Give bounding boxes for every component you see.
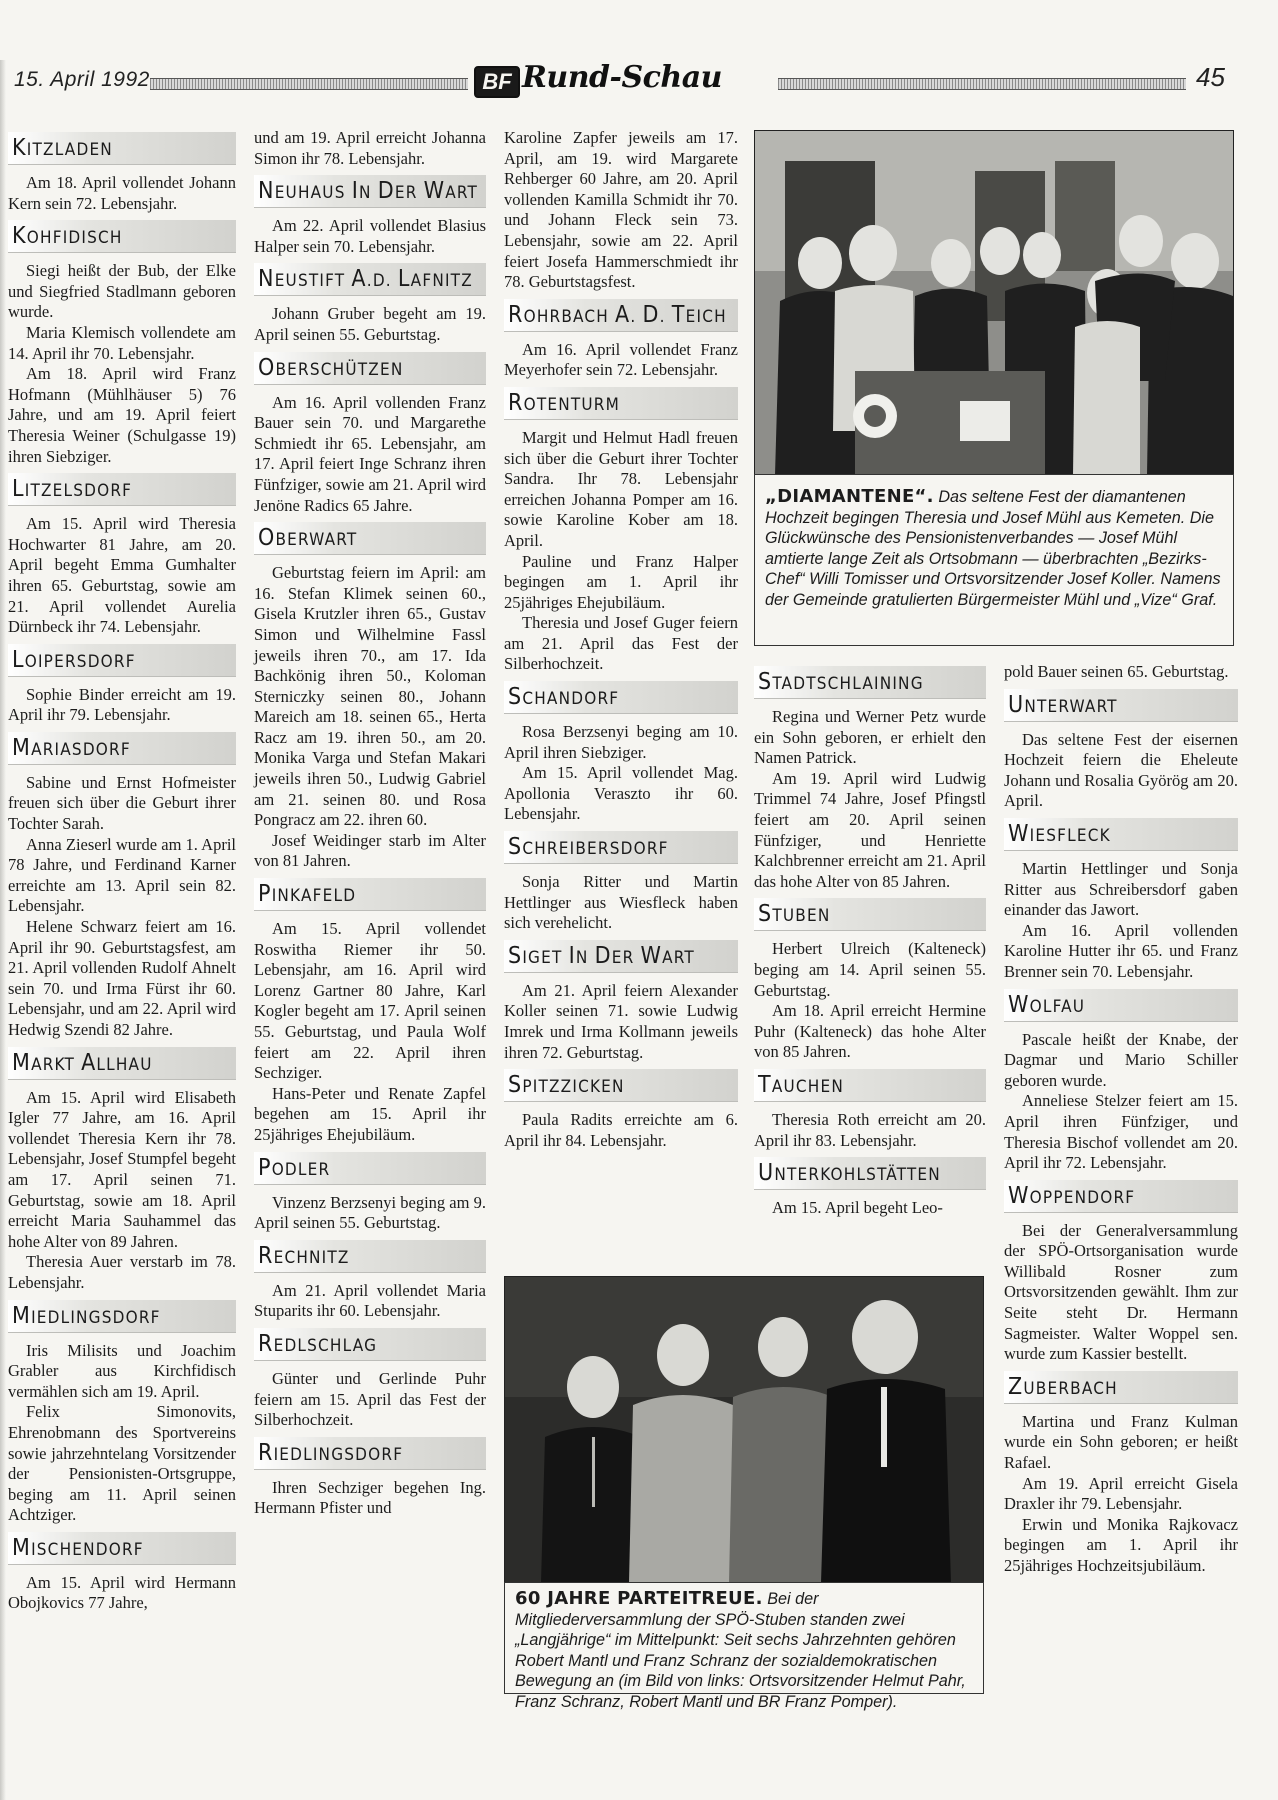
news-section: [254, 128, 486, 169]
masthead-title: Rund-Schau: [522, 60, 722, 95]
column-1: [8, 128, 236, 1620]
section-heading: MARIASDORF: [8, 732, 236, 765]
caption-diamond-wedding-body: Das seltene Fest der diamantenen Hochzeit begingen Theresia und Josef Mühl aus Kemeten. Die Glückwünsche des Pensionistenverbandes — Josef Mühl amtierte lange Zeit als Ortsobmann — überbrachten „Bezirks-Chef“ Willi Tomisser und Ortsvorsitzender Josef Koller. Namens der Gemeinde gratulierten Bürgermeister Mühl und „Vize“ Graf.: [765, 488, 1221, 609]
news-section: [8, 1047, 236, 1294]
header-rule-left: [150, 78, 468, 90]
news-section: [254, 1437, 486, 1519]
news-section: [1004, 662, 1238, 683]
section-paragraph: Günter und Gerlinde Puhr feiern am 15. April das Fest der Silberhochzeit.: [254, 1368, 486, 1430]
news-section: [254, 352, 486, 517]
caption-diamond-wedding-title: „DIAMANTENE“.: [765, 486, 934, 507]
section-paragraph: Am 18. April erreicht Hermine Puhr (Kalteneck) das hohe Alter von 85 Jahren.: [754, 1001, 986, 1062]
section-paragraph: Anneliese Stelzer feiert am 15. April ihren Fünfziger, und Theresia Bischof vollendet am 20. April ihr 72. Lebensjahr.: [1004, 1091, 1238, 1173]
section-paragraph: Margit und Helmut Hadl freuen sich über die Geburt ihrer Tochter Sandra. Ihr 78. Lebensjahr erreichen Johanna Pomper am 16. sowie Karoline Kober am 18. April.: [504, 427, 738, 550]
section-heading: SIGET IN DER WART: [504, 940, 738, 973]
caption-diamond-wedding-text: [755, 475, 1233, 614]
news-section: [254, 1152, 486, 1234]
news-section: [254, 175, 486, 257]
scan-edge-shadow: [0, 60, 6, 1800]
caption-party-loyalty-title: 60 JAHRE PARTEITREUE.: [515, 1588, 763, 1609]
news-section: [504, 128, 738, 293]
photo-diamond-wedding-image: [755, 131, 1233, 475]
news-section: [754, 1069, 986, 1151]
section-paragraph: Vinzenz Berzsenyi beging am 9. April seinen 55. Geburtstag.: [254, 1192, 486, 1233]
section-paragraph: Am 15. April wird Hermann Obojkovics 77 Jahre,: [8, 1572, 236, 1613]
section-heading: REDLSCHLAG: [254, 1328, 486, 1361]
section-paragraph: Erwin und Monika Rajkovacz begingen am 1. April ihr 25jähriges Hochzeitsjubiläum.: [1004, 1514, 1238, 1575]
column-4: [754, 662, 986, 1225]
section-heading: SCHREIBERSDORF: [504, 831, 738, 864]
section-heading: LITZELSDORF: [8, 473, 236, 506]
issue-date: 15. April 1992: [14, 68, 150, 91]
section-heading: NEUSTIFT A.D. LAFNITZ: [254, 263, 486, 296]
section-heading: TAUCHEN: [754, 1069, 986, 1102]
photo-party-loyalty: [504, 1276, 984, 1584]
section-paragraph: Am 18. April vollendet Johann Kern sein 72. Lebensjahr.: [8, 173, 236, 213]
news-section: [504, 299, 738, 381]
section-paragraph: Martin Hettlinger und Sonja Ritter aus Schreibersdorf gaben einander das Jawort.: [1004, 858, 1238, 920]
section-paragraph: Am 15. April begeht Leo-: [772, 1198, 943, 1218]
section-heading: OBERSCHÜTZEN: [254, 352, 486, 385]
section-heading: STUBEN: [754, 898, 986, 931]
column-3: [504, 128, 738, 1157]
section-paragraph: Am 16. April vollenden Karoline Hutter ihr 65. und Franz Brenner sein 70. Lebensjahr.: [1004, 920, 1238, 981]
section-paragraph: Pascale heißt der Knabe, der Dagmar und Mario Schiller geboren wurde.: [1004, 1029, 1238, 1090]
news-section: [504, 831, 738, 934]
section-paragraph: Sabine und Ernst Hofmeister freuen sich über die Geburt ihrer Tochter Sarah.: [8, 772, 236, 834]
news-section: [8, 644, 236, 726]
section-heading: MIEDLINGSDORF: [8, 1300, 236, 1333]
section-paragraph: Sonja Ritter und Martin Hettlinger aus Wiesfleck haben sich verehelicht.: [504, 872, 738, 933]
section-paragraph: Felix Simonovits, Ehrenobmann des Sportvereins sowie jahrzehntelang Vorsitzender der Pensionisten-Ortsgruppe, beging am 11. April seinen Achtziger.: [8, 1402, 236, 1525]
section-heading: SCHANDORF: [504, 681, 738, 714]
section-paragraph: Das seltene Fest der eisernen Hochzeit feiern die Eheleute Johann und Rosalia Györög am 20. April.: [1004, 729, 1238, 811]
section-paragraph: Sophie Binder erreicht am 19. April ihr 79. Lebensjahr.: [8, 684, 236, 725]
section-paragraph: Am 22. April vollendet Blasius Halper sein 70. Lebensjahr.: [254, 216, 486, 256]
section-heading: UNTERWART: [1004, 689, 1238, 722]
section-paragraph: Pauline und Franz Halper begingen am 1. April ihr 25jähriges Ehejubiläum.: [504, 551, 738, 612]
section-paragraph: Am 16. April vollenden Franz Bauer sein 70. und Margarethe Schmiedt ihr 65. Lebensjahr, am 17. April feiert Inge Schranz ihren Fünfziger, sowie am 21. April wird Jenöne Radics 65 Jahre.: [254, 392, 486, 515]
news-section: [8, 220, 236, 467]
header-rule-right: [778, 78, 1186, 90]
section-heading: KOHFIDISCH: [8, 220, 236, 253]
section-heading: RECHNITZ: [254, 1240, 486, 1273]
caption-diamond-wedding: [754, 474, 1234, 646]
section-paragraph: Am 18. April wird Franz Hofmann (Mühlhäuser 5) 76 Jahre, und am 19. April feiert Theresia Weiner (Schulgasse 19) ihren Siebziger.: [8, 364, 236, 466]
section-heading: UNTERKOHLSTÄTTEN: [754, 1157, 986, 1190]
section-heading: STADTSCHLAINING: [754, 666, 986, 699]
section-paragraph: Ihren Sechziger begehen Ing. Hermann Pfister und: [254, 1477, 486, 1518]
news-section: [1004, 1371, 1238, 1577]
news-section: [8, 732, 236, 1041]
section-heading: WOPPENDORF: [1004, 1180, 1238, 1213]
section-paragraph: Josef Weidinger starb im Alter von 81 Jahren.: [254, 830, 486, 871]
section-paragraph: Am 19. April erreicht Gisela Draxler ihr 79. Lebensjahr.: [1004, 1473, 1238, 1514]
section-heading: SPITZZICKEN: [504, 1069, 738, 1102]
news-section: [1004, 989, 1238, 1174]
section-paragraph: Siegi heißt der Bub, der Elke und Siegfried Stadlmann geboren wurde.: [8, 261, 236, 322]
section-paragraph: Anna Zieserl wurde am 1. April 78 Jahre, und Ferdinand Karner erreichte am 13. April sein 82. Lebensjahr.: [8, 834, 236, 916]
news-section: [754, 898, 986, 1063]
section-paragraph: Am 21. April feiern Alexander Koller seinen 71. sowie Ludwig Imrek und Irma Kollmann jeweils ihren 72. Geburtstag.: [504, 980, 738, 1062]
page-header: [0, 60, 1240, 104]
news-section: [1004, 818, 1238, 983]
page-number: 45: [1196, 62, 1225, 92]
news-section: [504, 1069, 738, 1151]
section-paragraph: Karoline Zapfer jeweils am 17. April, am 19. wird Margarete Rehberger 60 Jahre, am 20. April vollenden Kamilla Schmidt ihr 70. und Johann Fleck sein 73. Lebensjahr, sowie am 22. April feiert Josefa Hammerschmiedt ihr 78. Geburtstagsfest.: [504, 128, 738, 292]
section-paragraph: Theresia Roth erreicht am 20. April ihr 83. Lebensjahr.: [754, 1109, 986, 1150]
section-paragraph: Rosa Berzsenyi beging am 10. April ihren Siebziger.: [504, 722, 738, 762]
section-heading: NEUHAUS IN DER WART: [254, 175, 486, 208]
section-heading: OBERWART: [254, 522, 486, 555]
section-heading: WIESFLECK: [1004, 818, 1238, 851]
column-2: [254, 128, 486, 1525]
caption-party-loyalty: [504, 1582, 984, 1711]
news-section: [504, 681, 738, 825]
section-paragraph: pold Bauer seinen 65. Geburtstag.: [1004, 662, 1229, 681]
section-paragraph: Martina und Franz Kulman wurde ein Sohn geboren; er heißt Rafael.: [1004, 1411, 1238, 1473]
news-section: [8, 1300, 236, 1526]
news-section: [254, 1240, 486, 1322]
news-section: [754, 1157, 986, 1219]
section-heading: ROHRBACH A. D. TEICH: [504, 299, 738, 332]
section-heading: RIEDLINGSDORF: [254, 1437, 486, 1470]
section-heading: ROTENTURM: [504, 387, 738, 420]
section-paragraph: Maria Klemisch vollendete am 14. April ihr 70. Lebensjahr.: [8, 322, 236, 363]
news-section: [1004, 689, 1238, 812]
section-paragraph: Am 16. April vollendet Franz Meyerhofer sein 72. Lebensjahr.: [504, 339, 738, 380]
section-paragraph: Johann Gruber begeht am 19. April seinen 55. Geburtstag.: [254, 304, 486, 344]
news-section: [254, 1328, 486, 1431]
caption-party-loyalty-body: Bei der Mitgliederversammlung der SPÖ-Stuben standen zwei „Langjährige“ im Mittelpunkt: Seit sechs Jahrzehnten gehören Robert Mantl und Franz Schranz der sozialdemokratischen Bewegung an (im Bild von links: Ortsvorsitzender Helmut Pahr, Franz Schranz, Robert Mantl und BR Franz Pomper).: [515, 1590, 966, 1711]
column-5: [1004, 662, 1238, 1583]
section-paragraph: Am 15. April vollendet Roswitha Riemer ihr 50. Lebensjahr, am 16. April wird Lorenz Gartner 80 Jahre, Karl Kogler begeht am 17. April seinen 55. Geburtstag, und Paula Wolf feiert am 22. April ihren Sechziger.: [254, 919, 486, 1083]
section-heading: LOIPERSDORF: [8, 644, 236, 677]
news-section: [504, 940, 738, 1063]
section-heading: WOLFAU: [1004, 989, 1238, 1022]
news-section: [254, 522, 486, 872]
section-paragraph: Theresia und Josef Guger feiern am 21. April das Fest der Silberhochzeit.: [504, 613, 738, 674]
news-section: [8, 132, 236, 214]
section-paragraph: Am 19. April wird Ludwig Trimmel 74 Jahre, Josef Pfingstl feiert am 20. April seinen Fünfziger, und Henriette Kalchbrenner erreicht am 21. April das hohe Alter von 85 Jahren.: [754, 768, 986, 891]
section-paragraph: Herbert Ulreich (Kalteneck) beging am 14. April seinen 55. Geburtstag.: [754, 939, 986, 1000]
section-heading: ZUBERBACH: [1004, 1371, 1238, 1404]
section-paragraph: Geburtstag feiern im April: am 16. Stefan Klimek seinen 60., Gisela Krutzler ihren 65., Gustav Simon und Wilhelmine Fassl jeweils ihren 70., am 17. Ida Bachkönig ihren 50., Koloman Sterniczky seinen 80., Johann Mareich am 18. seinen 65., Herta Racz am 19. ihren 50., am 20. Monika Varga und Stefan Makari jeweils ihren 50., Ludwig Gabriel am 21. seinen 80. und Rosa Pongracz am 22. ihren 60.: [254, 563, 486, 830]
section-paragraph: Paula Radits erreichte am 6. April ihr 84. Lebensjahr.: [504, 1110, 738, 1150]
photo-diamond-wedding: [754, 130, 1234, 476]
news-section: [754, 666, 986, 892]
section-paragraph: Iris Milisits und Joachim Grabler aus Kirchfidisch vermählen sich am 19. April.: [8, 1340, 236, 1401]
caption-party-loyalty-text: [505, 1583, 983, 1716]
section-paragraph: Bei der Generalversammlung der SPÖ-Ortsorganisation wurde Willibald Rosner zum Ortsvorsitzenden gewählt. Ihm zur Seite steht Dr. Hermann Sagmeister. Walter Woppel sen. wurde zum Kassier bestellt.: [1004, 1220, 1238, 1364]
section-heading: KITZLADEN: [8, 132, 236, 165]
section-paragraph: und am 19. April erreicht Johanna Simon ihr 78. Lebensjahr.: [254, 128, 486, 168]
news-section: [1004, 1180, 1238, 1365]
section-paragraph: Helene Schwarz feiert am 16. April ihr 90. Geburtstagsfest, am 21. April vollenden Rudolf Ahnelt sein 70. und Irma Fürst ihr 60. Lebensjahr, und am 22. April wird Hedwig Szendi 82 Jahre.: [8, 917, 236, 1039]
news-section: [504, 387, 738, 675]
section-paragraph: Am 15. April vollendet Mag. Apollonia Veraszto ihr 60. Lebensjahr.: [504, 763, 738, 824]
section-paragraph: Theresia Auer verstarb im 78. Lebensjahr.: [8, 1252, 236, 1292]
section-paragraph: Regina und Werner Petz wurde ein Sohn geboren, er erhielt den Namen Patrick.: [754, 707, 986, 768]
section-paragraph: Am 15. April wird Elisabeth Igler 77 Jahre, am 16. April vollendet Theresia Kern ihr 78. Lebensjahr, Josef Stumpfel begeht am 17. April seinen 71. Geburtstag, sowie am 18. April erreicht Maria Sauhammel das hohe Alter von 89 Jahren.: [8, 1087, 236, 1251]
section-heading: PINKAFELD: [254, 878, 486, 911]
section-heading: PODLER: [254, 1152, 486, 1185]
news-section: [8, 473, 236, 638]
photo-party-loyalty-image: [505, 1277, 983, 1583]
section-paragraph: Am 21. April vollendet Maria Stuparits ihr 60. Lebensjahr.: [254, 1280, 486, 1321]
section-paragraph: Hans-Peter und Renate Zapfel begehen am 15. April ihr 25jähriges Ehejubiläum.: [254, 1083, 486, 1144]
news-section: [254, 263, 486, 345]
news-section: [8, 1532, 236, 1614]
section-heading: MISCHENDORF: [8, 1532, 236, 1565]
news-section: [254, 878, 486, 1146]
bf-logo: BF: [474, 66, 520, 98]
section-paragraph: Am 15. April wird Theresia Hochwarter 81 Jahre, am 20. April begeht Emma Gumhalter ihren 65. Geburtstag, sowie am 21. April vollendet Aurelia Dürnbeck ihr 74. Lebensjahr.: [8, 514, 236, 637]
section-heading: MARKT ALLHAU: [8, 1047, 236, 1080]
